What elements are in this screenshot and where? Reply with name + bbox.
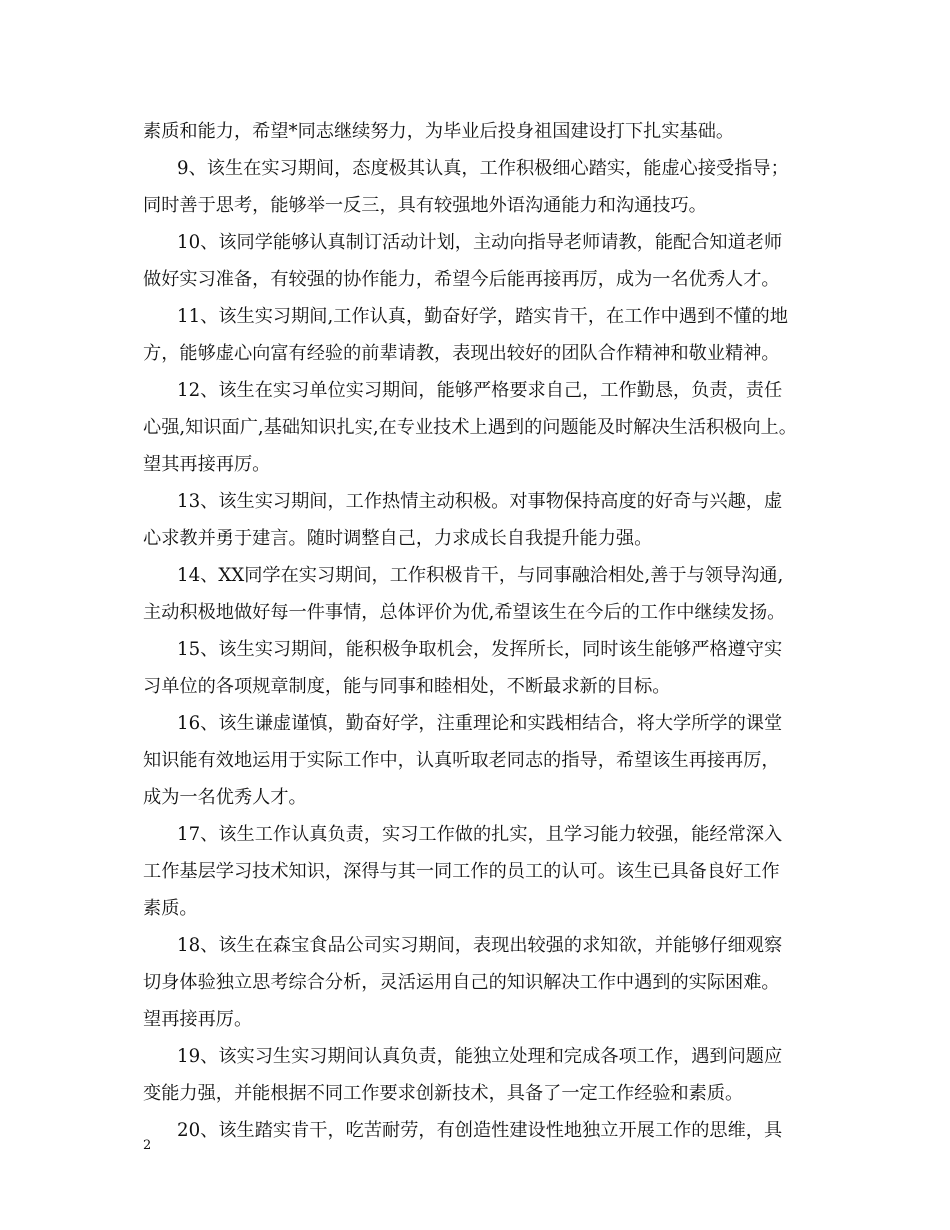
text-line: 17、该生工作认真负责，实习工作做的扎实，且学习能力较强，能经常深入 xyxy=(177,824,783,845)
text-line: 方，能够虚心向富有经验的前辈请教，表现出较好的团队合作精神和敬业精神。 xyxy=(143,343,780,364)
text-line: 15、该生实习期间，能积极争取机会，发挥所长，同时该生能够严格遵守实 xyxy=(177,639,783,660)
document-body xyxy=(143,113,823,1149)
text-line: 14、XX同学在实习期间，工作积极肯干，与同事融洽相处,善于与领导沟通, xyxy=(177,565,784,586)
text-line: 心求教并勇于建言。随时调整自己，力求成长自我提升能力强。 xyxy=(143,528,653,549)
text-line: 心强,知识面广,基础知识扎实,在专业技术上遇到的问题能及时解决生活积极向上。 xyxy=(143,417,797,438)
text-line: 切身体验独立思考综合分析，灵活运用自己的知识解决工作中遇到的实际困难。 xyxy=(143,972,780,993)
text-line: 13、该生实习期间，工作热情主动积极。对事物保持高度的好奇与兴趣，虚 xyxy=(177,491,783,512)
text-line: 20、该生踏实肯干，吃苦耐劳，有创造性建设性地独立开展工作的思维，具 xyxy=(177,1120,783,1141)
text-line: 素质和能力，希望*同志继续努力，为毕业后投身祖国建设打下扎实基础。 xyxy=(143,121,735,142)
text-line: 知识能有效地运用于实际工作中，认真听取老同志的指导，希望该生再接再厉， xyxy=(143,750,780,771)
text-line: 做好实习准备，有较强的协作能力，希望今后能再接再厉，成为一名优秀人才。 xyxy=(143,269,780,290)
text-line: 19、该实习生实习期间认真负责，能独立处理和完成各项工作，遇到问题应 xyxy=(177,1046,783,1067)
text-line: 18、该生在森宝食品公司实习期间，表现出较强的求知欲，并能够仔细观察 xyxy=(177,935,783,956)
text-line: 同时善于思考，能够举一反三，具有较强地外语沟通能力和沟通技巧。 xyxy=(143,195,707,216)
text-line: 成为一名优秀人才。 xyxy=(143,787,307,808)
text-line: 12、该生在实习单位实习期间，能够严格要求自己，工作勤恳，负责，责任 xyxy=(177,380,783,401)
text-line: 主动积极地做好每一件事情，总体评价为优,希望该生在今后的工作中继续发扬。 xyxy=(143,602,786,623)
text-line: 变能力强，并能根据不同工作要求创新技术，具备了一定工作经验和素质。 xyxy=(143,1083,744,1104)
text-line: 工作基层学习技术知识，深得与其一同工作的员工的认可。该生已具备良好工作 xyxy=(143,861,780,882)
page-number: 2 xyxy=(143,1138,152,1153)
text-line: 11、该生实习期间,工作认真，勤奋好学，踏实肯干，在工作中遇到不懂的地 xyxy=(177,306,788,327)
text-line: 9、该生在实习期间，态度极其认真，工作积极细心踏实，能虚心接受指导； xyxy=(177,158,789,179)
text-line: 素质。 xyxy=(143,898,198,919)
text-line: 习单位的各项规章制度，能与同事和睦相处，不断最求新的目标。 xyxy=(143,676,671,697)
text-line: 望再接再厉。 xyxy=(143,1009,253,1030)
text-line: 望其再接再厉。 xyxy=(143,454,271,475)
text-line: 16、该生谦虚谨慎，勤奋好学，注重理论和实践相结合，将大学所学的课堂 xyxy=(177,713,783,734)
text-line: 10、该同学能够认真制订活动计划，主动向指导老师请教，能配合知道老师 xyxy=(177,232,783,253)
